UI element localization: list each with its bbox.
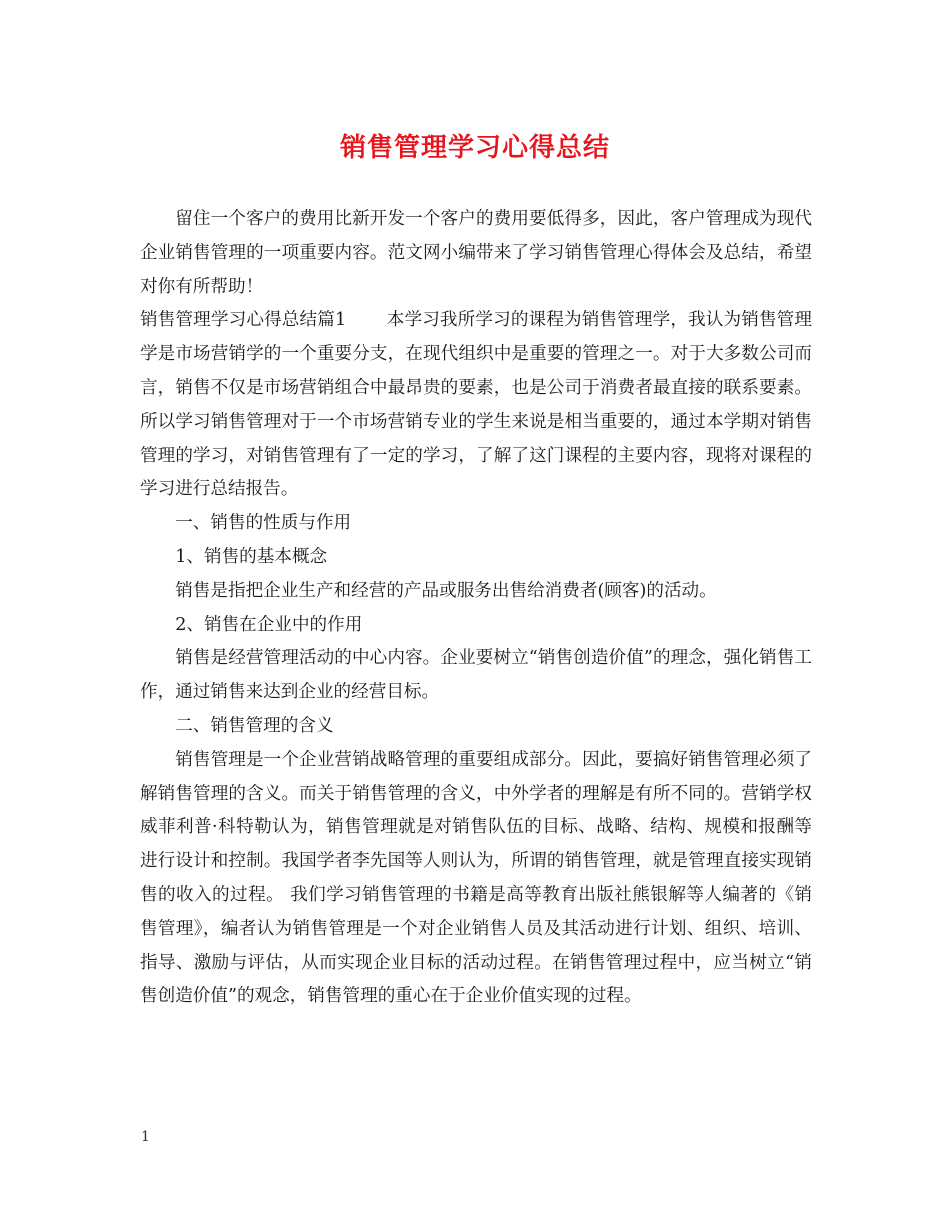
article-heading: 销售管理学习心得总结篇1 — [140, 310, 347, 331]
section-heading-1: 一、销售的性质与作用 — [175, 513, 352, 534]
document-title: 销售管理学习心得总结 — [339, 133, 610, 163]
intro-paragraph: 留住一个客户的费用比新开发一个客户的费用要低得多，因此，客户管理成为现代企业销售管理的一项重要内容。范文网小编带来了学习销售管理心得体会及总结，希望对你有所帮助！ — [140, 209, 812, 297]
article-lead-paragraph — [140, 304, 812, 507]
section-text-2: 销售管理是一个企业营销战略管理的重要组成部分。因此，要搞好销售管理必须了解销售管理的含义。而关于销售管理的含义，中外学者的理解是有所不同的。营销学权威菲利普·科特勒认为，销售管理就是对销售队伍的目标、战略、结构、规模和报酬等进行设计和控制。我国学者李先国等人则认为，所谓的销售管理，就是管理直接实现销售的收入的过程。 我们学习销售管理的书籍是高等教育出版社熊银解等人编著的《销售管理》，编者认为销售管理是一个对企业销售人员及其活动进行计划、组织、培训、指导、激励与评估，从而实现企业目标的活动过程。在销售管理过程中，应当树立“销售创造价值”的观念，销售管理的重心在于企业价值实现的过程。 — [140, 749, 812, 1007]
subsection-heading-1: 1、销售的基本概念 — [175, 546, 328, 567]
article-lead-text: 本学习我所学习的课程为销售管理学，我认为销售管理学是市场营销学的一个重要分支，在现代组织中是重要的管理之一。对于大多数公司而言，销售不仅是市场营销组合中最昂贵的要素，也是公司于消费者最直接的联系要素。所以学习销售管理对于一个市场营销专业的学生来说是相当重要的，通过本学期对销售管理的学习，对销售管理有了一定的学习，了解了这门课程的主要内容，现将对课程的学习进行总结报告。 — [140, 310, 812, 500]
section-heading-2: 二、销售管理的含义 — [175, 715, 334, 736]
subsection-heading-2: 2、销售在企业中的作用 — [175, 614, 363, 635]
document-body — [140, 203, 812, 1014]
page-number: 1 — [141, 1129, 150, 1145]
subsection-text-2: 销售是经营管理活动的中心内容。企业要树立“销售创造价值”的理念，强化销售工作，通过销售来达到企业的经营目标。 — [140, 648, 812, 703]
subsection-text-1: 销售是指把企业生产和经营的产品或服务出售给消费者(顾客)的活动。 — [175, 580, 717, 601]
